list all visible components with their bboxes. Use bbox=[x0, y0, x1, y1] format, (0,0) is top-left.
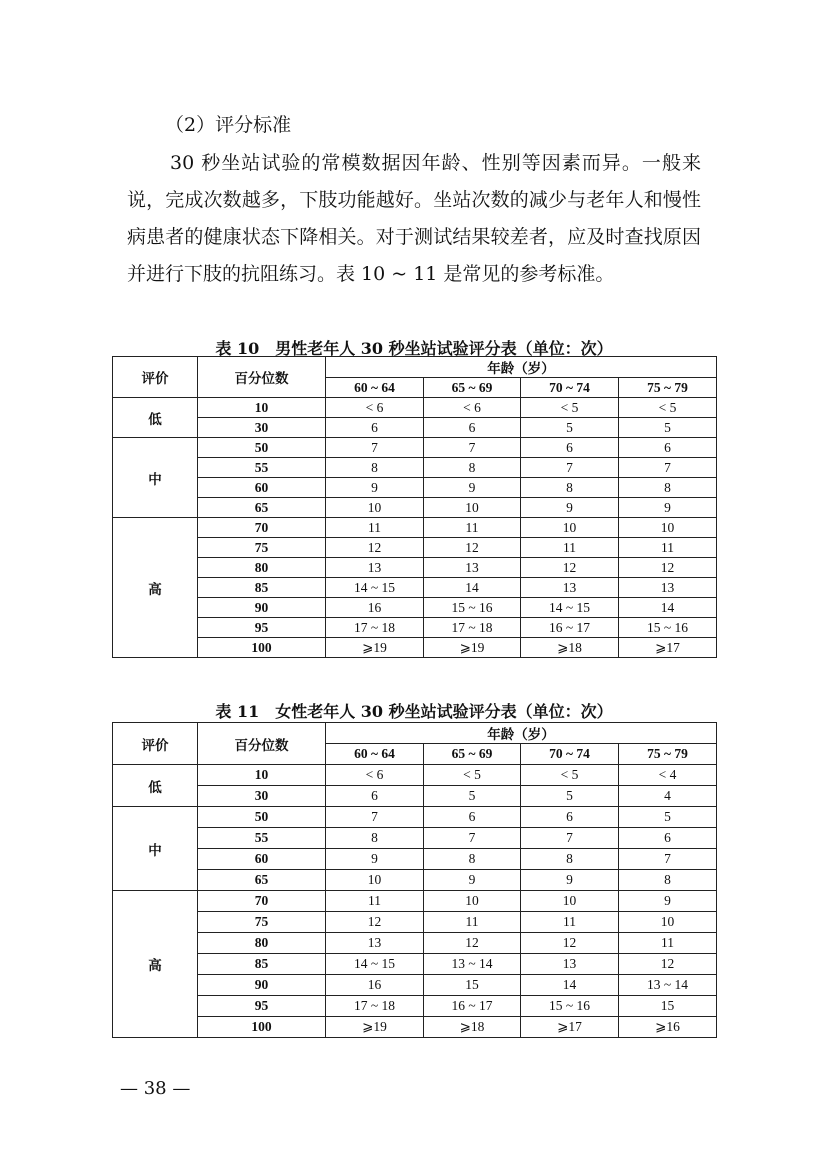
header-age: 年龄（岁） bbox=[326, 723, 717, 744]
table-row bbox=[113, 849, 717, 870]
score-cell: 10 bbox=[326, 870, 424, 891]
score-cell: 8 bbox=[424, 849, 521, 870]
score-cell: < 5 bbox=[521, 765, 619, 786]
score-cell: 17 ~ 18 bbox=[326, 996, 424, 1017]
score-cell: 11 bbox=[619, 538, 717, 558]
percentile-cell: 90 bbox=[198, 975, 326, 996]
table-row bbox=[113, 828, 717, 849]
score-cell: 16 bbox=[326, 598, 424, 618]
score-cell: 7 bbox=[424, 438, 521, 458]
percentile-cell: 85 bbox=[198, 578, 326, 598]
score-cell: 13 ~ 14 bbox=[424, 954, 521, 975]
score-cell: 16 ~ 17 bbox=[521, 618, 619, 638]
score-cell: 5 bbox=[521, 418, 619, 438]
percentile-cell: 10 bbox=[198, 765, 326, 786]
table-row bbox=[113, 618, 717, 638]
table-row bbox=[113, 518, 717, 538]
score-cell: 13 bbox=[521, 578, 619, 598]
score-cell: 11 bbox=[424, 518, 521, 538]
score-cell: 7 bbox=[619, 849, 717, 870]
score-cell: 7 bbox=[521, 828, 619, 849]
score-cell: 6 bbox=[521, 807, 619, 828]
score-cell: 7 bbox=[326, 438, 424, 458]
percentile-cell: 55 bbox=[198, 458, 326, 478]
section-heading: （2）评分标准 bbox=[165, 114, 292, 136]
score-cell: 12 bbox=[521, 558, 619, 578]
header-percentile: 百分位数 bbox=[198, 357, 326, 398]
table-row bbox=[113, 438, 717, 458]
table-row bbox=[113, 933, 717, 954]
score-cell: 8 bbox=[326, 828, 424, 849]
table-row bbox=[113, 458, 717, 478]
table-row bbox=[113, 418, 717, 438]
rating-group-cell: 高 bbox=[113, 518, 198, 658]
score-cell: 10 bbox=[619, 912, 717, 933]
percentile-cell: 55 bbox=[198, 828, 326, 849]
percentile-cell: 100 bbox=[198, 1017, 326, 1038]
rating-group-cell: 低 bbox=[113, 398, 198, 438]
table10-caption: 表 10 男性老年人 30 秒坐站试验评分表（单位：次） bbox=[215, 339, 613, 358]
percentile-cell: 65 bbox=[198, 498, 326, 518]
score-cell: 8 bbox=[521, 478, 619, 498]
score-cell: ⩾17 bbox=[619, 638, 717, 658]
score-cell: 14 ~ 15 bbox=[521, 598, 619, 618]
score-cell: 16 ~ 17 bbox=[424, 996, 521, 1017]
score-cell: ⩾18 bbox=[424, 1017, 521, 1038]
score-cell: 8 bbox=[424, 458, 521, 478]
percentile-cell: 95 bbox=[198, 996, 326, 1017]
score-cell: 7 bbox=[521, 458, 619, 478]
score-cell: < 6 bbox=[424, 398, 521, 418]
score-cell: 4 bbox=[619, 786, 717, 807]
score-cell: 12 bbox=[326, 912, 424, 933]
percentile-cell: 80 bbox=[198, 933, 326, 954]
table-row bbox=[113, 891, 717, 912]
age-col-header: 75 ~ 79 bbox=[619, 744, 717, 765]
age-col-header: 70 ~ 74 bbox=[521, 378, 619, 398]
score-cell: 5 bbox=[619, 418, 717, 438]
score-cell: < 5 bbox=[521, 398, 619, 418]
score-cell: 17 ~ 18 bbox=[424, 618, 521, 638]
percentile-cell: 80 bbox=[198, 558, 326, 578]
score-cell: 15 bbox=[619, 996, 717, 1017]
rating-group-cell: 中 bbox=[113, 438, 198, 518]
score-cell: ⩾16 bbox=[619, 1017, 717, 1038]
table-row bbox=[113, 807, 717, 828]
score-cell: 17 ~ 18 bbox=[326, 618, 424, 638]
score-cell: 5 bbox=[619, 807, 717, 828]
table-row bbox=[113, 478, 717, 498]
percentile-cell: 65 bbox=[198, 870, 326, 891]
score-cell: 11 bbox=[424, 912, 521, 933]
table-row bbox=[113, 558, 717, 578]
percentile-cell: 50 bbox=[198, 438, 326, 458]
percentile-cell: 30 bbox=[198, 786, 326, 807]
age-col-header: 70 ~ 74 bbox=[521, 744, 619, 765]
score-cell: 12 bbox=[619, 558, 717, 578]
score-cell: ⩾19 bbox=[424, 638, 521, 658]
score-cell: 10 bbox=[424, 498, 521, 518]
age-col-header: 65 ~ 69 bbox=[424, 744, 521, 765]
score-cell: 8 bbox=[521, 849, 619, 870]
percentile-cell: 60 bbox=[198, 849, 326, 870]
percentile-cell: 70 bbox=[198, 518, 326, 538]
percentile-cell: 70 bbox=[198, 891, 326, 912]
header-percentile: 百分位数 bbox=[198, 723, 326, 765]
score-cell: 10 bbox=[521, 891, 619, 912]
score-cell: 9 bbox=[424, 870, 521, 891]
table-row bbox=[113, 578, 717, 598]
age-col-header: 75 ~ 79 bbox=[619, 378, 717, 398]
score-cell: 9 bbox=[521, 498, 619, 518]
table-row bbox=[113, 765, 717, 786]
score-cell: 9 bbox=[424, 478, 521, 498]
score-cell: ⩾17 bbox=[521, 1017, 619, 1038]
score-cell: < 4 bbox=[619, 765, 717, 786]
percentile-cell: 75 bbox=[198, 538, 326, 558]
table-row bbox=[113, 638, 717, 658]
percentile-cell: 10 bbox=[198, 398, 326, 418]
score-cell: 16 bbox=[326, 975, 424, 996]
score-cell: 12 bbox=[424, 933, 521, 954]
score-cell: 15 ~ 16 bbox=[521, 996, 619, 1017]
score-cell: 14 bbox=[424, 578, 521, 598]
score-cell: 8 bbox=[326, 458, 424, 478]
table-row bbox=[113, 498, 717, 518]
score-cell: 5 bbox=[521, 786, 619, 807]
percentile-cell: 75 bbox=[198, 912, 326, 933]
score-cell: 13 bbox=[326, 558, 424, 578]
score-cell: 14 bbox=[521, 975, 619, 996]
percentile-cell: 60 bbox=[198, 478, 326, 498]
score-cell: 15 bbox=[424, 975, 521, 996]
rating-group-cell: 中 bbox=[113, 807, 198, 891]
score-cell: 6 bbox=[424, 418, 521, 438]
score-cell: < 5 bbox=[424, 765, 521, 786]
header-age: 年龄（岁） bbox=[326, 357, 717, 378]
score-cell: 6 bbox=[619, 438, 717, 458]
score-cell: 10 bbox=[424, 891, 521, 912]
score-cell: 14 bbox=[619, 598, 717, 618]
score-cell: 9 bbox=[619, 498, 717, 518]
score-cell: 10 bbox=[326, 498, 424, 518]
score-cell: 15 ~ 16 bbox=[424, 598, 521, 618]
score-cell: 14 ~ 15 bbox=[326, 578, 424, 598]
score-cell: 7 bbox=[326, 807, 424, 828]
score-cell: < 5 bbox=[619, 398, 717, 418]
rating-group-cell: 高 bbox=[113, 891, 198, 1038]
rating-group-cell: 低 bbox=[113, 765, 198, 807]
score-cell: 9 bbox=[326, 849, 424, 870]
score-cell: 10 bbox=[619, 518, 717, 538]
table-row bbox=[113, 954, 717, 975]
age-col-header: 60 ~ 64 bbox=[326, 744, 424, 765]
score-cell: 7 bbox=[424, 828, 521, 849]
table-row bbox=[113, 398, 717, 418]
score-cell: 12 bbox=[521, 933, 619, 954]
table11-caption: 表 11 女性老年人 30 秒坐站试验评分表（单位：次） bbox=[215, 702, 613, 721]
score-cell: 13 bbox=[326, 933, 424, 954]
score-cell: 8 bbox=[619, 478, 717, 498]
score-cell: < 6 bbox=[326, 765, 424, 786]
score-cell: 6 bbox=[326, 418, 424, 438]
body-paragraph: 30 秒坐站试验的常模数据因年龄、性别等因素而异。一般来说，完成次数越多，下肢功能越好。坐站次数的减少与老年人和慢性病患者的健康状态下降相关。对于测试结果较差者，应及时查找原因并进行下肢的抗阻练习。表 10 ~ 11 是常见的参考标准。 bbox=[127, 152, 701, 285]
table-row bbox=[113, 996, 717, 1017]
score-cell: 10 bbox=[521, 518, 619, 538]
score-cell: 6 bbox=[619, 828, 717, 849]
age-col-header: 60 ~ 64 bbox=[326, 378, 424, 398]
percentile-cell: 100 bbox=[198, 638, 326, 658]
page-number: — 38 — bbox=[120, 1078, 191, 1099]
table11 bbox=[112, 722, 717, 1038]
table-row bbox=[113, 786, 717, 807]
percentile-cell: 50 bbox=[198, 807, 326, 828]
score-cell: 12 bbox=[619, 954, 717, 975]
header-rating: 评价 bbox=[113, 723, 198, 765]
score-cell: 15 ~ 16 bbox=[619, 618, 717, 638]
score-cell: 12 bbox=[424, 538, 521, 558]
score-cell: 13 bbox=[521, 954, 619, 975]
table-row bbox=[113, 870, 717, 891]
table10 bbox=[112, 356, 717, 658]
score-cell: 7 bbox=[619, 458, 717, 478]
table-row bbox=[113, 598, 717, 618]
score-cell: 13 ~ 14 bbox=[619, 975, 717, 996]
percentile-cell: 30 bbox=[198, 418, 326, 438]
score-cell: 5 bbox=[424, 786, 521, 807]
score-cell: 12 bbox=[326, 538, 424, 558]
score-cell: 14 ~ 15 bbox=[326, 954, 424, 975]
score-cell: 6 bbox=[326, 786, 424, 807]
score-cell: ⩾19 bbox=[326, 1017, 424, 1038]
score-cell: 13 bbox=[619, 578, 717, 598]
score-cell: < 6 bbox=[326, 398, 424, 418]
score-cell: 8 bbox=[619, 870, 717, 891]
table-row bbox=[113, 538, 717, 558]
table-row bbox=[113, 975, 717, 996]
score-cell: 11 bbox=[521, 912, 619, 933]
table-row bbox=[113, 912, 717, 933]
percentile-cell: 90 bbox=[198, 598, 326, 618]
percentile-cell: 95 bbox=[198, 618, 326, 638]
score-cell: 6 bbox=[521, 438, 619, 458]
age-col-header: 65 ~ 69 bbox=[424, 378, 521, 398]
score-cell: ⩾19 bbox=[326, 638, 424, 658]
score-cell: 6 bbox=[424, 807, 521, 828]
score-cell: 9 bbox=[521, 870, 619, 891]
header-rating: 评价 bbox=[113, 357, 198, 398]
score-cell: 11 bbox=[521, 538, 619, 558]
score-cell: 9 bbox=[326, 478, 424, 498]
score-cell: 11 bbox=[619, 933, 717, 954]
score-cell: ⩾18 bbox=[521, 638, 619, 658]
score-cell: 11 bbox=[326, 518, 424, 538]
score-cell: 13 bbox=[424, 558, 521, 578]
percentile-cell: 85 bbox=[198, 954, 326, 975]
table-row bbox=[113, 1017, 717, 1038]
score-cell: 9 bbox=[619, 891, 717, 912]
score-cell: 11 bbox=[326, 891, 424, 912]
